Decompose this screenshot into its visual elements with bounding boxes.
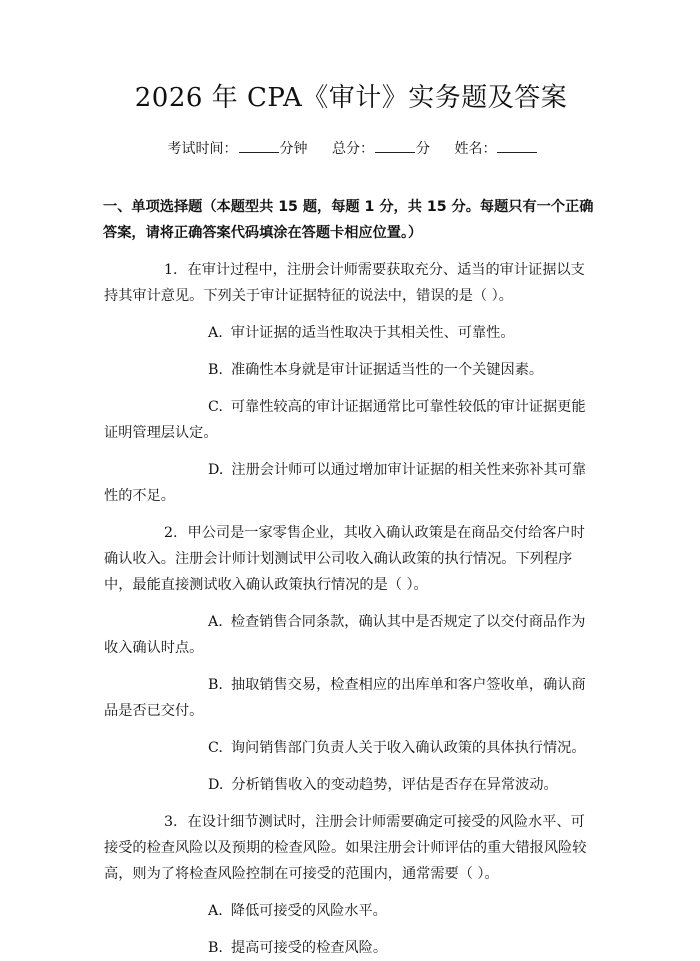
question-2-option-a	[104, 609, 598, 661]
question-1-option-b	[104, 357, 598, 383]
option-text: 审计证据的适当性取决于其相关性、可靠性。	[230, 325, 515, 341]
question-1-option-d	[104, 457, 598, 509]
exam-time-label: 考试时间：	[167, 141, 238, 157]
question-1-option-a	[104, 320, 598, 346]
total-score-field	[332, 138, 430, 160]
question-stem: 甲公司是一家零售企业，其收入确认政策是在商品交付给客户时确认收入。注册会计师计划测试甲公司收入确认政策的执行情况。下列程序中，最能直接测试收入确认政策执行情况的是（ ）。	[104, 525, 585, 593]
option-text: 分析销售收入的变动趋势，评估是否存在异常波动。	[231, 777, 558, 793]
name-label: 姓名：	[454, 141, 497, 157]
option-text: 准确性本身就是审计证据适当性的一个关键因素。	[230, 362, 544, 378]
question-number: 1.	[164, 262, 178, 278]
exam-time-unit: 分钟	[279, 141, 308, 157]
name-blank	[497, 138, 537, 153]
question-2-option-d	[104, 772, 598, 798]
question-2-option-c	[104, 735, 598, 761]
option-text: 抽取销售交易，检查相应的出库单和客户签收单，确认商品是否已交付。	[104, 677, 586, 719]
question-3-option-b	[104, 935, 598, 961]
document-title: 2026 年 CPA《审计》实务题及答案	[134, 83, 568, 113]
question-2	[104, 520, 598, 598]
total-score-unit: 分	[416, 141, 430, 157]
option-letter: B.	[208, 677, 223, 693]
option-letter: D.	[208, 777, 224, 793]
option-text: 询问销售部门负责人关于收入确认政策的具体执行情况。	[230, 740, 586, 756]
option-letter: C.	[208, 740, 223, 756]
option-text: 降低可接受的风险水平。	[230, 903, 387, 919]
question-1	[104, 257, 598, 309]
option-letter: C.	[208, 399, 223, 415]
total-score-blank	[375, 138, 415, 153]
option-letter: A.	[208, 614, 223, 630]
option-letter: D.	[208, 462, 224, 478]
option-text: 可靠性较高的审计证据通常比可靠性较低的审计证据更能证明管理层认定。	[104, 399, 586, 441]
name-field	[454, 138, 538, 160]
exam-time-field	[168, 138, 308, 160]
question-2-option-b	[104, 672, 598, 724]
question-number: 2.	[164, 525, 178, 541]
total-score-label: 总分：	[332, 141, 374, 157]
question-number: 3.	[164, 814, 178, 830]
question-3-option-a	[104, 898, 598, 924]
exam-time-blank	[239, 138, 279, 153]
question-3	[104, 809, 598, 887]
question-1-option-c	[104, 394, 598, 446]
option-text: 提高可接受的检查风险。	[230, 940, 388, 956]
question-stem: 在审计过程中，注册会计师需要获取充分、适当的审计证据以支持其审计意见。下列关于审计证据特征的说法中，错误的是（ ）。	[104, 262, 585, 304]
option-letter: A.	[208, 903, 223, 919]
option-letter: B.	[208, 362, 223, 378]
section-heading: 一、单项选择题（本题型共 15 题，每题 1 分，共 15 分。每题只有一个正确答案，请将正确答案代码填涂在答题卡相应位置。）	[103, 199, 594, 241]
question-stem: 在设计细节测试时，注册会计师需要确定可接受的风险水平、可接受的检查风险以及预期的检查风险。如果注册会计师评估的重大错报风险较高，则为了将检查风险控制在可接受的范围内，通常需要（ ）。	[104, 814, 587, 882]
option-text: 检查销售合同条款，确认其中是否规定了以交付商品作为收入确认时点。	[104, 614, 586, 656]
option-text: 注册会计师可以通过增加审计证据的相关性来弥补其可靠性的不足。	[104, 462, 587, 504]
option-letter: A.	[208, 325, 223, 341]
option-letter: B.	[208, 940, 223, 956]
exam-meta-line	[104, 138, 598, 160]
